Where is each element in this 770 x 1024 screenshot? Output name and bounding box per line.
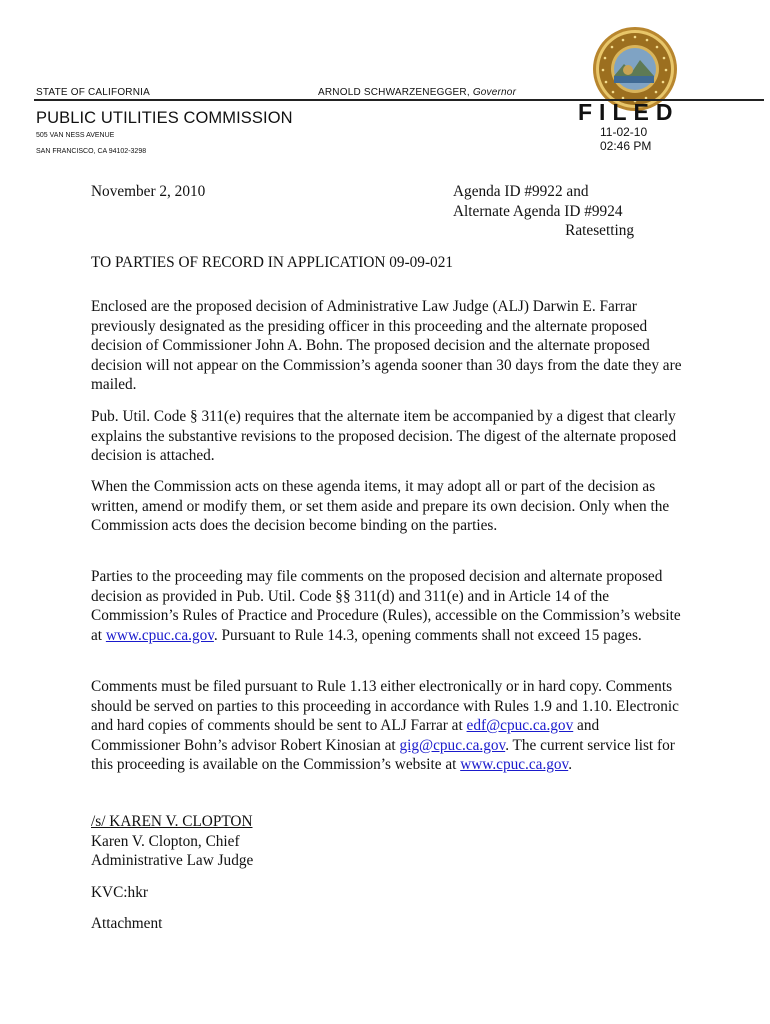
- paragraph-2-text: Pub. Util. Code § 311(e) requires that the alternate item be accompanied by a digest that clearly explains the substantive revisions to the proposed decision. The digest of the alternate proposed decision is attached.: [91, 408, 677, 464]
- state-label: STATE OF CALIFORNIA: [36, 87, 150, 98]
- letter-date: November 2, 2010: [91, 183, 206, 200]
- agenda-id: Agenda ID #9922 and: [453, 183, 589, 200]
- signature: /s/ KAREN V. CLOPTON: [91, 813, 253, 830]
- paragraph-5-text-d: .: [568, 756, 573, 773]
- paragraph-5-text-c: . The current service list for this proceeding is available on the Commission’s website at: [91, 736, 675, 773]
- paragraph-3-text: When the Commission acts on these agenda items, it may adopt all or part of the decision as written, amend or modify them, or set them aside and prepare its own decision. Only when the Commission acts does the decision become binding on the parties.: [91, 478, 670, 534]
- cpuc-website-link[interactable]: www.cpuc.ca.gov: [105, 626, 214, 644]
- paragraph-4-text-a: Parties to the proceeding may file comments on the proposed decision and alternate proposed decision as provided in Pub. Util. Code §§ 311(d) and 311(e) and in Article 14 of the Commission’s Rules of Practice and Procedure (Rules), accessible on the Commission’s website at: [91, 568, 681, 644]
- alternate-agenda-id: Alternate Agenda ID #9924: [453, 202, 623, 220]
- advisor-email-link[interactable]: gig@cpuc.ca.gov: [399, 736, 506, 754]
- paragraph-5: [91, 677, 687, 775]
- signature-block: [91, 812, 253, 871]
- commission-name: PUBLIC UTILITIES COMMISSION: [36, 109, 293, 127]
- agenda-block: [453, 182, 634, 241]
- governor-line: [318, 87, 516, 98]
- cpuc-website-link-2[interactable]: www.cpuc.ca.gov: [460, 756, 569, 773]
- paragraph-1-text: Enclosed are the proposed decision of Administrative Law Judge (ALJ) Darwin E. Farrar previously designated as the presiding officer in this proceeding and the alternate proposed decision of Commissioner John A. Bohn. The proposed decision and the alternate proposed decision will not appear on the Commission’s agenda sooner than 30 days from the date they are mailed.: [91, 298, 682, 393]
- addressee-line: TO PARTIES OF RECORD IN APPLICATION 09-09-021: [91, 254, 453, 271]
- governor-name: ARNOLD SCHWARZENEGGER,: [318, 87, 470, 98]
- attachment-note: Attachment: [91, 915, 163, 932]
- governor-title: Governor: [472, 87, 517, 98]
- paragraph-4: [91, 567, 687, 645]
- filed-time: 02:46 PM: [600, 139, 652, 153]
- filed-stamp: FILED: [578, 99, 680, 125]
- signer-title-1: Karen V. Clopton, Chief: [91, 832, 240, 850]
- filed-date: 11-02-10: [600, 125, 648, 139]
- paragraph-4-text-b: . Pursuant to Rule 14.3, opening comments shall not exceed 15 pages.: [213, 626, 642, 644]
- paragraph-5-text-b: and Commissioner Bohn’s advisor Robert Kinosian at: [91, 717, 600, 754]
- signer-title-2: Administrative Law Judge: [91, 852, 254, 869]
- address-line-1: 505 VAN NESS AVENUE: [36, 132, 115, 139]
- proceeding-category: Ratesetting: [565, 222, 634, 239]
- paragraph-2: [91, 407, 687, 466]
- paragraph-5-text-a: Comments must be filed pursuant to Rule 1.13 either electronically or in hard copy. Comments should be served on parties to this proceeding in accordance with Rules 1.9 and 1.10. Electronic and hard copies of comments should be sent to ALJ Farrar at: [91, 678, 679, 734]
- alj-email-link[interactable]: edf@cpuc.ca.gov: [466, 717, 574, 734]
- paragraph-1: [91, 297, 687, 395]
- typist-initials: KVC:hkr: [91, 884, 148, 901]
- paragraph-3: [91, 477, 687, 536]
- address-line-2: SAN FRANCISCO, CA 94102-3298: [36, 148, 147, 155]
- filed-datetime: [600, 125, 651, 153]
